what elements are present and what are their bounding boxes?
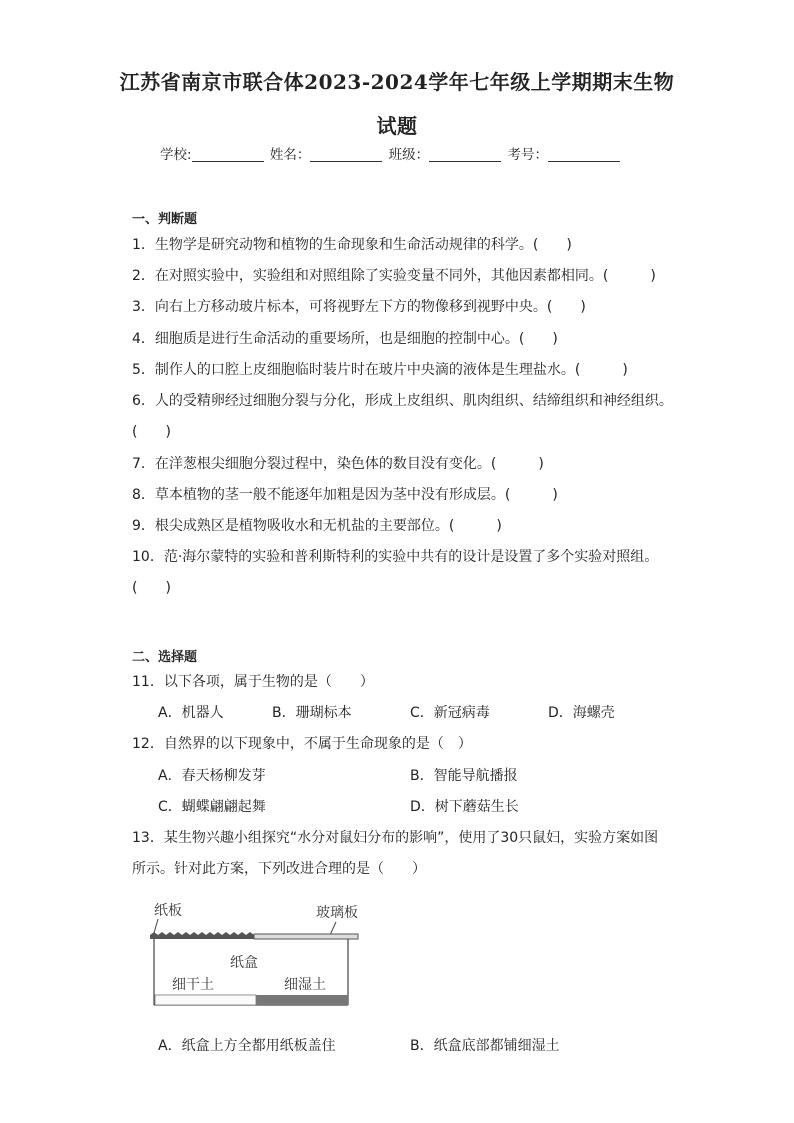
leader-line-cardboard — [154, 919, 158, 933]
question-item: 6．人的受精卵经过细胞分裂与分化，形成上皮组织、肌肉组织、结缔组织和神经组织。 — [132, 393, 673, 409]
name-label: 姓名： — [269, 147, 311, 163]
question-stem: 11．以下各项，属于生物的是（ ） — [132, 674, 374, 690]
student-info-row — [160, 143, 640, 163]
question-item: 10．范·海尔蒙特的实验和普利斯特利的实验中共有的设计是设置了多个实验对照组。 — [132, 549, 659, 565]
leader-line-glass — [330, 922, 336, 935]
choice-option[interactable]: C．新冠病毒 — [410, 705, 490, 721]
choice-option[interactable]: A．春天杨柳发芽 — [158, 768, 266, 784]
class-blank[interactable] — [429, 147, 501, 162]
question-item: 8．草本植物的茎一般不能逐年加粗是因为茎中没有形成层。( ) — [132, 487, 558, 503]
choice-option[interactable]: B．纸盒底部都铺细湿土 — [410, 1038, 560, 1054]
label-glass-plate: 玻璃板 — [316, 905, 358, 921]
choice-option[interactable]: B．智能导航播报 — [410, 768, 518, 784]
label-wet-soil: 细湿土 — [284, 977, 326, 993]
question-item: 1．生物学是研究动物和植物的生命现象和生命活动规律的科学。( ) — [132, 237, 572, 253]
question-item: 7．在洋葱根尖细胞分裂过程中，染色体的数目没有变化。( ) — [132, 456, 544, 472]
question-stem-continued: 所示。针对此方案，下列改进合理的是（ ） — [132, 861, 426, 877]
experiment-diagram — [150, 895, 370, 1015]
page-title: 江苏省南京市联合体2023-2024学年七年级上学期期末生物 — [119, 70, 675, 94]
question-item: 9．根尖成熟区是植物吸收水和无机盐的主要部位。( ) — [132, 518, 502, 534]
choice-option[interactable]: D．海螺壳 — [548, 705, 615, 721]
question-item: 3．向右上方移动玻片标本，可将视野左下方的物像移到视野中央。( ) — [132, 299, 586, 315]
question-stem: 12．自然界的以下现象中，不属于生命现象的是（ ） — [132, 736, 472, 752]
choice-option[interactable]: A．纸盒上方全都用纸板盖住 — [158, 1038, 336, 1054]
dry-soil — [155, 995, 256, 1005]
glass-plate — [254, 934, 358, 939]
section-heading-true-false: 一、判断题 — [132, 212, 198, 227]
cardboard-cover — [150, 932, 254, 939]
wet-soil — [256, 995, 348, 1005]
label-dry-soil: 细干土 — [172, 977, 214, 993]
choice-option[interactable]: C．蝴蝶翩翩起舞 — [158, 799, 266, 815]
question-item-continued: ( ) — [132, 424, 171, 440]
experiment-diagram-svg — [150, 895, 370, 1015]
exam-number-blank[interactable] — [548, 147, 620, 162]
question-item-continued: ( ) — [132, 580, 171, 596]
choice-option[interactable]: A．机器人 — [158, 705, 224, 721]
choice-option[interactable]: B．珊瑚标本 — [272, 705, 352, 721]
question-item: 2．在对照实验中，实验组和对照组除了实验变量不同外，其他因素都相同。( ) — [132, 268, 656, 284]
question-item: 4．细胞质是进行生命活动的重要场所，也是细胞的控制中心。( ) — [132, 331, 558, 347]
exam-number-label: 考号： — [507, 147, 548, 163]
label-paper-box: 纸盒 — [230, 955, 258, 971]
label-cardboard: 纸板 — [154, 903, 182, 919]
school-blank[interactable] — [192, 147, 264, 162]
section-heading-multiple-choice: 二、选择题 — [132, 650, 198, 665]
choice-option[interactable]: D．树下蘑菇生长 — [410, 799, 519, 815]
page-title-continued: 试题 — [376, 114, 418, 138]
question-stem: 13．某生物兴趣小组探究“水分对鼠妇分布的影响”，使用了30只鼠妇，实验方案如图 — [132, 830, 659, 846]
question-item: 5．制作人的口腔上皮细胞临时装片时在玻片中央滴的液体是生理盐水。( ) — [132, 362, 628, 378]
school-label: 学校: — [160, 147, 192, 163]
class-label: 班级： — [388, 147, 430, 163]
name-blank[interactable] — [310, 147, 382, 162]
